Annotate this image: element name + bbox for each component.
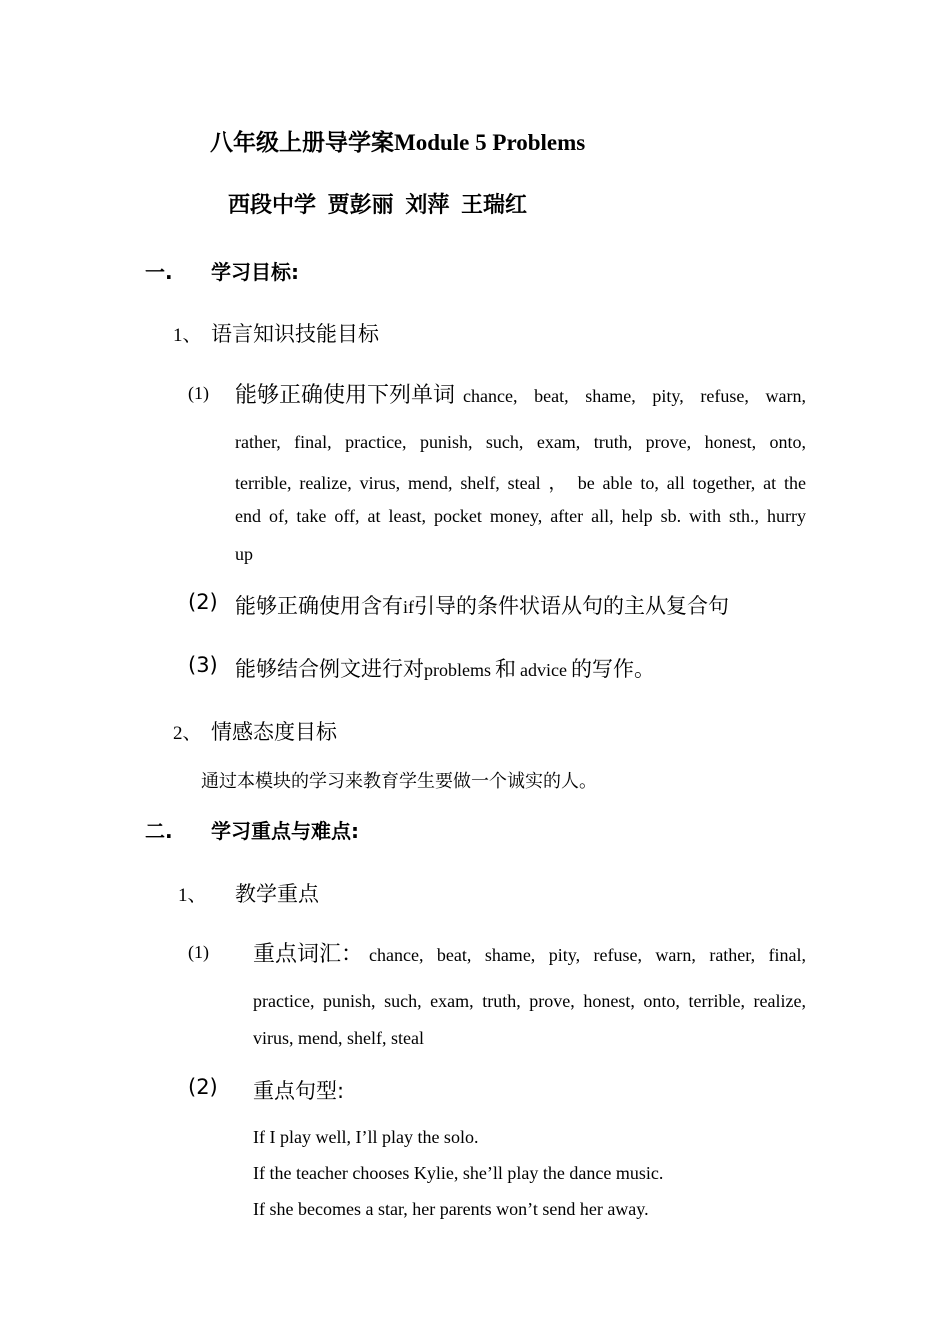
section2-number: 二.	[145, 819, 173, 843]
section1-heading: 学习目标:	[211, 260, 299, 284]
sec1-sub3-en2: advice	[520, 660, 567, 680]
sec1-sub1-line5: up	[235, 544, 253, 564]
key-sentence: If she becomes a star, her parents won’t send her away.	[253, 1199, 649, 1219]
authors: 西段中学 贾彭丽 刘萍 王瑞红	[228, 193, 527, 218]
sec1-sub2-text-b: 引导的条件状语从句的主从复合句	[414, 594, 729, 618]
sec1-sub3-text-b: 和	[495, 657, 516, 681]
sec1-sub1-line1: chance, beat, shame, pity, refuse, warn,	[463, 386, 806, 406]
section1-number: 一.	[145, 260, 173, 284]
sec2-sub2-lead: 重点句型:	[253, 1079, 345, 1103]
title-zh: 八年级上册导学案	[210, 130, 394, 156]
sec1-sub1-line4: end of, take off, at least, pocket money, after all, help sb. with sth., hurry	[235, 506, 806, 526]
section2-item1-label: 教学重点	[235, 882, 319, 906]
section1-item2-text: 通过本模块的学习来教育学生要做一个诚实的人。	[201, 771, 597, 792]
section2-heading: 学习重点与难点:	[211, 819, 359, 843]
title-en: Module 5 Problems	[394, 130, 586, 155]
sec2-sub1-line1: chance, beat, shame, pity, refuse, warn, rather, final,	[369, 945, 806, 965]
section1-item1-number: 1、	[173, 325, 202, 346]
sec2-sub1-line2: practice, punish, such, exam, truth, prove, honest, onto, terrible, realize,	[253, 991, 806, 1011]
sec1-sub1-first-line	[235, 378, 806, 409]
section2-item1-number: 1、	[178, 885, 207, 906]
sec1-sub3-text-c: 的写作。	[570, 657, 655, 681]
sec1-sub2-text	[235, 590, 729, 620]
section1-item2-number: 2、	[173, 723, 202, 744]
page-title	[210, 124, 585, 157]
sec2-sub1-lead: 重点词汇：	[253, 942, 364, 967]
section1-item1-label: 语言知识技能目标	[211, 322, 379, 346]
key-sentence: If I play well, I’ll play the solo.	[253, 1127, 479, 1147]
sec2-sub1-first-line	[253, 937, 806, 968]
sec1-sub2-text-a: 能够正确使用含有	[235, 594, 403, 618]
sec1-sub1-line2: rather, final, practice, punish, such, exam, truth, prove, honest, onto,	[235, 432, 806, 452]
sec2-sub1-line3: virus, mend, shelf, steal	[253, 1028, 424, 1048]
sec1-sub2-text-en: if	[403, 597, 414, 617]
sec1-sub1-line3: terrible, realize, virus, mend, shelf, steal ， be able to, all together, at the	[235, 473, 806, 493]
sec1-sub1-lead: 能够正确使用下列单词	[235, 383, 456, 408]
sec1-sub3-text	[235, 653, 655, 683]
sec1-sub3-number: (3)	[188, 653, 218, 677]
sec1-sub3-text-a: 能够结合例文进行对	[235, 657, 424, 681]
key-sentence: If the teacher chooses Kylie, she’ll play the dance music.	[253, 1163, 664, 1183]
section1-item2-label: 情感态度目标	[211, 720, 337, 744]
sec2-sub1-number: (1)	[188, 942, 209, 962]
sec1-sub1-number: (1)	[188, 383, 209, 403]
sec1-sub3-en1: problems	[424, 660, 491, 680]
sec1-sub2-number: (2)	[188, 590, 218, 614]
sec2-sub2-number: (2)	[188, 1075, 218, 1099]
